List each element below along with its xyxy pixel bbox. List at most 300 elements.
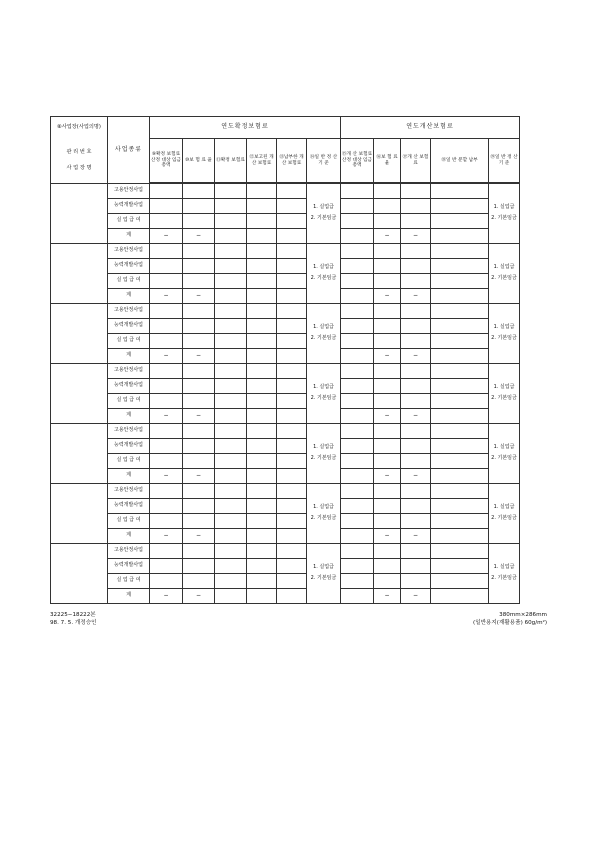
input-cell[interactable] (247, 469, 277, 484)
input-cell[interactable] (215, 259, 247, 274)
input-cell[interactable] (150, 274, 183, 289)
input-cell[interactable] (401, 304, 431, 319)
col-b2: ⑯보 험 료 율 (374, 139, 401, 183)
input-cell[interactable] (277, 229, 307, 244)
input-cell[interactable] (431, 544, 489, 559)
input-cell[interactable] (183, 559, 215, 574)
workplace-cell[interactable] (51, 544, 108, 604)
table-row (51, 349, 520, 364)
contribution-report-table (50, 116, 520, 604)
row-type-label: 능력개발사업 (108, 559, 150, 574)
input-cell[interactable] (431, 379, 489, 394)
input-cell[interactable] (341, 529, 374, 544)
input-cell[interactable] (150, 454, 183, 469)
input-cell[interactable] (277, 484, 307, 499)
row-type-label: 실 업 급 여 (108, 274, 150, 289)
input-cell[interactable] (215, 349, 247, 364)
workplace-cell[interactable] (51, 244, 108, 304)
input-cell[interactable] (215, 439, 247, 454)
input-cell[interactable] (247, 184, 277, 199)
input-cell[interactable] (150, 319, 183, 334)
input-cell[interactable] (431, 319, 489, 334)
workplace-cell[interactable] (51, 484, 108, 544)
workplace-cell[interactable] (51, 364, 108, 424)
table-row (51, 454, 520, 469)
basis-label: 1. 실업급 (493, 444, 515, 451)
basis-cell (307, 244, 341, 304)
input-cell: − (401, 349, 431, 364)
input-cell[interactable] (150, 499, 183, 514)
input-cell[interactable] (247, 229, 277, 244)
input-cell[interactable] (431, 559, 489, 574)
input-cell: − (401, 469, 431, 484)
input-cell[interactable] (277, 514, 307, 529)
input-cell[interactable] (183, 454, 215, 469)
input-cell[interactable] (401, 499, 431, 514)
input-cell[interactable] (374, 184, 401, 199)
input-cell[interactable] (247, 544, 277, 559)
input-cell[interactable] (431, 259, 489, 274)
input-cell[interactable] (183, 379, 215, 394)
input-cell: − (150, 409, 183, 424)
input-cell[interactable] (401, 394, 431, 409)
table-row (51, 184, 520, 199)
input-cell[interactable] (341, 574, 374, 589)
input-cell[interactable] (277, 289, 307, 304)
input-cell[interactable] (215, 229, 247, 244)
input-cell[interactable] (247, 574, 277, 589)
input-cell[interactable] (374, 319, 401, 334)
input-cell[interactable] (341, 379, 374, 394)
input-cell[interactable] (401, 274, 431, 289)
table-row (51, 574, 520, 589)
input-cell[interactable] (431, 514, 489, 529)
input-cell[interactable] (215, 424, 247, 439)
col-a5: ⑬납부한 개 산 보험료 (277, 139, 307, 183)
input-cell[interactable] (431, 529, 489, 544)
basis-label: 1. 실업급 (493, 564, 515, 571)
input-cell[interactable] (247, 259, 277, 274)
input-cell[interactable] (247, 409, 277, 424)
basis-cell-b (489, 364, 520, 424)
input-cell[interactable] (277, 574, 307, 589)
basis-cell (307, 424, 341, 484)
input-cell[interactable] (374, 559, 401, 574)
input-cell[interactable] (247, 529, 277, 544)
table-row (51, 394, 520, 409)
input-cell[interactable] (431, 289, 489, 304)
input-cell[interactable] (431, 274, 489, 289)
input-cell[interactable] (374, 454, 401, 469)
input-cell[interactable] (341, 454, 374, 469)
basis-cell-b (489, 544, 520, 604)
input-cell[interactable] (277, 199, 307, 214)
input-cell[interactable] (401, 334, 431, 349)
input-cell[interactable] (374, 379, 401, 394)
input-cell[interactable] (150, 379, 183, 394)
input-cell[interactable] (374, 544, 401, 559)
group-header-estimated: 연도개산보험료 (341, 117, 520, 139)
table-row (51, 439, 520, 454)
col-b3: ⑰개 산 보험료 (401, 139, 431, 183)
input-cell[interactable] (215, 544, 247, 559)
input-cell[interactable] (150, 304, 183, 319)
input-cell[interactable] (247, 499, 277, 514)
input-cell[interactable] (150, 484, 183, 499)
input-cell[interactable] (431, 214, 489, 229)
input-cell: − (401, 409, 431, 424)
input-cell[interactable] (183, 199, 215, 214)
basis-label: 1. 실업급 (313, 384, 334, 391)
input-cell[interactable] (183, 259, 215, 274)
input-cell: − (150, 229, 183, 244)
input-cell[interactable] (341, 274, 374, 289)
table-row (51, 514, 520, 529)
input-cell[interactable] (150, 559, 183, 574)
input-cell[interactable] (431, 184, 489, 199)
input-cell[interactable] (431, 349, 489, 364)
input-cell[interactable] (341, 409, 374, 424)
input-cell[interactable] (247, 319, 277, 334)
input-cell[interactable] (247, 214, 277, 229)
input-cell[interactable] (431, 469, 489, 484)
input-cell[interactable] (183, 244, 215, 259)
input-cell[interactable] (150, 394, 183, 409)
input-cell[interactable] (183, 274, 215, 289)
input-cell[interactable] (341, 424, 374, 439)
input-cell[interactable] (277, 319, 307, 334)
input-cell[interactable] (374, 214, 401, 229)
input-cell[interactable] (215, 529, 247, 544)
input-cell[interactable] (401, 574, 431, 589)
input-cell[interactable] (247, 424, 277, 439)
table-row (51, 259, 520, 274)
input-cell[interactable] (401, 199, 431, 214)
input-cell[interactable] (247, 454, 277, 469)
input-cell[interactable] (401, 184, 431, 199)
input-cell: − (183, 289, 215, 304)
input-cell[interactable] (247, 439, 277, 454)
input-cell[interactable] (277, 454, 307, 469)
input-cell[interactable] (401, 454, 431, 469)
input-cell[interactable] (150, 334, 183, 349)
input-cell[interactable] (341, 514, 374, 529)
table-row (51, 334, 520, 349)
input-cell[interactable] (215, 274, 247, 289)
input-cell[interactable] (247, 514, 277, 529)
input-cell[interactable] (431, 499, 489, 514)
input-cell: − (183, 529, 215, 544)
input-cell[interactable] (341, 289, 374, 304)
input-cell[interactable] (374, 244, 401, 259)
workplace-cell[interactable] (51, 184, 108, 244)
input-cell[interactable] (341, 559, 374, 574)
basis-label: 1. 실업급 (493, 504, 515, 511)
input-cell[interactable] (247, 199, 277, 214)
workplace-cell[interactable] (51, 304, 108, 364)
input-cell[interactable] (277, 559, 307, 574)
row-type-label: 고용안정사업 (108, 484, 150, 499)
input-cell[interactable] (374, 364, 401, 379)
input-cell[interactable] (150, 184, 183, 199)
input-cell[interactable] (431, 454, 489, 469)
input-cell[interactable] (183, 184, 215, 199)
input-cell[interactable] (341, 484, 374, 499)
input-cell[interactable] (150, 259, 183, 274)
input-cell[interactable] (401, 439, 431, 454)
input-cell[interactable] (374, 499, 401, 514)
input-cell[interactable] (341, 184, 374, 199)
row-type-label: 고용안정사업 (108, 544, 150, 559)
input-cell[interactable] (215, 574, 247, 589)
input-cell[interactable] (247, 244, 277, 259)
input-cell[interactable] (277, 409, 307, 424)
input-cell[interactable] (431, 424, 489, 439)
input-cell[interactable] (215, 559, 247, 574)
input-cell: − (150, 469, 183, 484)
input-cell[interactable] (401, 559, 431, 574)
input-cell[interactable] (401, 364, 431, 379)
input-cell[interactable] (341, 229, 374, 244)
input-cell: − (150, 289, 183, 304)
col-a6: ⑭일 반 정 산 기 준 (307, 139, 341, 183)
basis-label: 2. 기본임금 (310, 275, 337, 281)
input-cell[interactable] (277, 469, 307, 484)
input-cell[interactable] (183, 304, 215, 319)
input-cell[interactable] (150, 439, 183, 454)
input-cell[interactable] (431, 409, 489, 424)
input-cell: − (401, 289, 431, 304)
input-cell[interactable] (183, 544, 215, 559)
input-cell[interactable] (150, 214, 183, 229)
input-cell[interactable] (341, 589, 374, 604)
input-cell[interactable] (401, 379, 431, 394)
input-cell[interactable] (431, 394, 489, 409)
paper-type: (일반용지(재활용품) 60g/m²) (473, 620, 547, 627)
input-cell[interactable] (401, 514, 431, 529)
input-cell[interactable] (247, 274, 277, 289)
input-cell[interactable] (277, 214, 307, 229)
input-cell[interactable] (247, 484, 277, 499)
input-cell[interactable] (150, 424, 183, 439)
input-cell[interactable] (374, 574, 401, 589)
input-cell[interactable] (247, 394, 277, 409)
input-cell: − (374, 409, 401, 424)
input-cell[interactable] (374, 424, 401, 439)
input-cell[interactable] (341, 364, 374, 379)
basis-label: 1. 실업급 (313, 264, 334, 271)
row-type-label: 고용안정사업 (108, 424, 150, 439)
input-cell[interactable] (431, 244, 489, 259)
basis-label: 1. 실업급 (493, 204, 515, 211)
basis-label: 1. 실업급 (493, 384, 515, 391)
input-cell[interactable] (401, 544, 431, 559)
input-cell[interactable] (341, 439, 374, 454)
input-cell[interactable] (341, 544, 374, 559)
basis-cell-b (489, 484, 520, 544)
input-cell[interactable] (215, 379, 247, 394)
input-cell[interactable] (247, 334, 277, 349)
input-cell[interactable] (183, 484, 215, 499)
input-cell[interactable] (277, 529, 307, 544)
basis-cell (307, 184, 341, 244)
input-cell[interactable] (215, 454, 247, 469)
input-cell[interactable] (374, 484, 401, 499)
input-cell[interactable] (431, 334, 489, 349)
input-cell[interactable] (374, 439, 401, 454)
input-cell[interactable] (431, 199, 489, 214)
input-cell: − (374, 349, 401, 364)
input-cell[interactable] (215, 394, 247, 409)
input-cell: − (401, 229, 431, 244)
input-cell[interactable] (341, 499, 374, 514)
col-b1: ⑮개 산 보험료 산정 대상 임금총액 (341, 139, 374, 183)
row-type-label: 고용안정사업 (108, 304, 150, 319)
input-cell[interactable] (341, 334, 374, 349)
input-cell[interactable] (215, 484, 247, 499)
row-type-label: 계 (108, 289, 150, 304)
input-cell[interactable] (183, 439, 215, 454)
input-cell[interactable] (215, 334, 247, 349)
input-cell[interactable] (374, 394, 401, 409)
input-cell[interactable] (150, 514, 183, 529)
input-cell[interactable] (277, 334, 307, 349)
input-cell[interactable] (277, 424, 307, 439)
input-cell[interactable] (431, 484, 489, 499)
basis-label: 1. 실업급 (493, 264, 515, 271)
input-cell[interactable] (183, 574, 215, 589)
input-cell[interactable] (215, 319, 247, 334)
col-a1: ⑨확정 보험료 산정 대상 임금총액 (150, 139, 183, 183)
input-cell: − (374, 529, 401, 544)
input-cell[interactable] (215, 244, 247, 259)
input-cell: − (183, 409, 215, 424)
input-cell[interactable] (215, 199, 247, 214)
input-cell[interactable] (341, 319, 374, 334)
input-cell[interactable] (401, 259, 431, 274)
input-cell[interactable] (401, 484, 431, 499)
input-cell[interactable] (247, 589, 277, 604)
input-cell[interactable] (215, 304, 247, 319)
input-cell[interactable] (277, 379, 307, 394)
input-cell: − (150, 349, 183, 364)
input-cell[interactable] (215, 409, 247, 424)
input-cell[interactable] (277, 364, 307, 379)
input-cell[interactable] (277, 394, 307, 409)
input-cell[interactable] (247, 364, 277, 379)
input-cell[interactable] (277, 304, 307, 319)
input-cell[interactable] (183, 364, 215, 379)
workplace-cell[interactable] (51, 424, 108, 484)
input-cell[interactable] (150, 199, 183, 214)
input-cell[interactable] (277, 244, 307, 259)
input-cell[interactable] (431, 439, 489, 454)
basis-cell (307, 544, 341, 604)
input-cell[interactable] (150, 364, 183, 379)
input-cell[interactable] (277, 499, 307, 514)
table-row (51, 229, 520, 244)
input-cell[interactable] (374, 259, 401, 274)
input-cell[interactable] (401, 214, 431, 229)
input-cell[interactable] (431, 589, 489, 604)
input-cell[interactable] (431, 574, 489, 589)
input-cell[interactable] (183, 334, 215, 349)
input-cell[interactable] (215, 364, 247, 379)
paper-size: 380mm×286mm (499, 612, 547, 618)
input-cell[interactable] (215, 499, 247, 514)
input-cell[interactable] (277, 259, 307, 274)
form-footer-left (50, 611, 97, 628)
input-cell[interactable] (183, 394, 215, 409)
input-cell[interactable] (401, 424, 431, 439)
input-cell[interactable] (341, 304, 374, 319)
input-cell[interactable] (341, 349, 374, 364)
input-cell[interactable] (183, 499, 215, 514)
input-cell[interactable] (183, 214, 215, 229)
input-cell[interactable] (247, 559, 277, 574)
input-cell[interactable] (215, 589, 247, 604)
input-cell[interactable] (247, 289, 277, 304)
row-type-label: 능력개발사업 (108, 439, 150, 454)
input-cell[interactable] (401, 319, 431, 334)
row-type-label: 계 (108, 409, 150, 424)
input-cell[interactable] (374, 304, 401, 319)
input-cell[interactable] (431, 304, 489, 319)
input-cell[interactable] (183, 514, 215, 529)
input-cell[interactable] (341, 259, 374, 274)
input-cell[interactable] (341, 244, 374, 259)
input-cell[interactable] (374, 199, 401, 214)
input-cell[interactable] (215, 469, 247, 484)
input-cell[interactable] (431, 229, 489, 244)
input-cell: − (150, 589, 183, 604)
input-cell[interactable] (374, 334, 401, 349)
basis-label: 2. 기본임금 (491, 455, 517, 461)
table-row (51, 244, 520, 259)
input-cell[interactable] (150, 244, 183, 259)
input-cell[interactable] (374, 274, 401, 289)
input-cell[interactable] (215, 514, 247, 529)
input-cell[interactable] (150, 574, 183, 589)
input-cell[interactable] (341, 199, 374, 214)
input-cell[interactable] (277, 349, 307, 364)
input-cell[interactable] (277, 544, 307, 559)
input-cell: − (183, 589, 215, 604)
input-cell[interactable] (341, 214, 374, 229)
input-cell[interactable] (215, 214, 247, 229)
input-cell[interactable] (374, 514, 401, 529)
input-cell[interactable] (247, 304, 277, 319)
input-cell[interactable] (341, 394, 374, 409)
input-cell[interactable] (150, 544, 183, 559)
input-cell[interactable] (215, 289, 247, 304)
form-code: 32225−18222본 (50, 612, 96, 618)
input-cell[interactable] (277, 184, 307, 199)
input-cell[interactable] (247, 379, 277, 394)
input-cell[interactable] (183, 319, 215, 334)
input-cell[interactable] (277, 439, 307, 454)
basis-label: 2. 기본임금 (491, 215, 517, 221)
input-cell[interactable] (277, 274, 307, 289)
input-cell[interactable] (401, 244, 431, 259)
input-cell[interactable] (247, 349, 277, 364)
input-cell[interactable] (215, 184, 247, 199)
input-cell[interactable] (341, 469, 374, 484)
input-cell[interactable] (277, 589, 307, 604)
basis-cell-b (489, 184, 520, 244)
input-cell[interactable] (431, 364, 489, 379)
input-cell[interactable] (183, 424, 215, 439)
